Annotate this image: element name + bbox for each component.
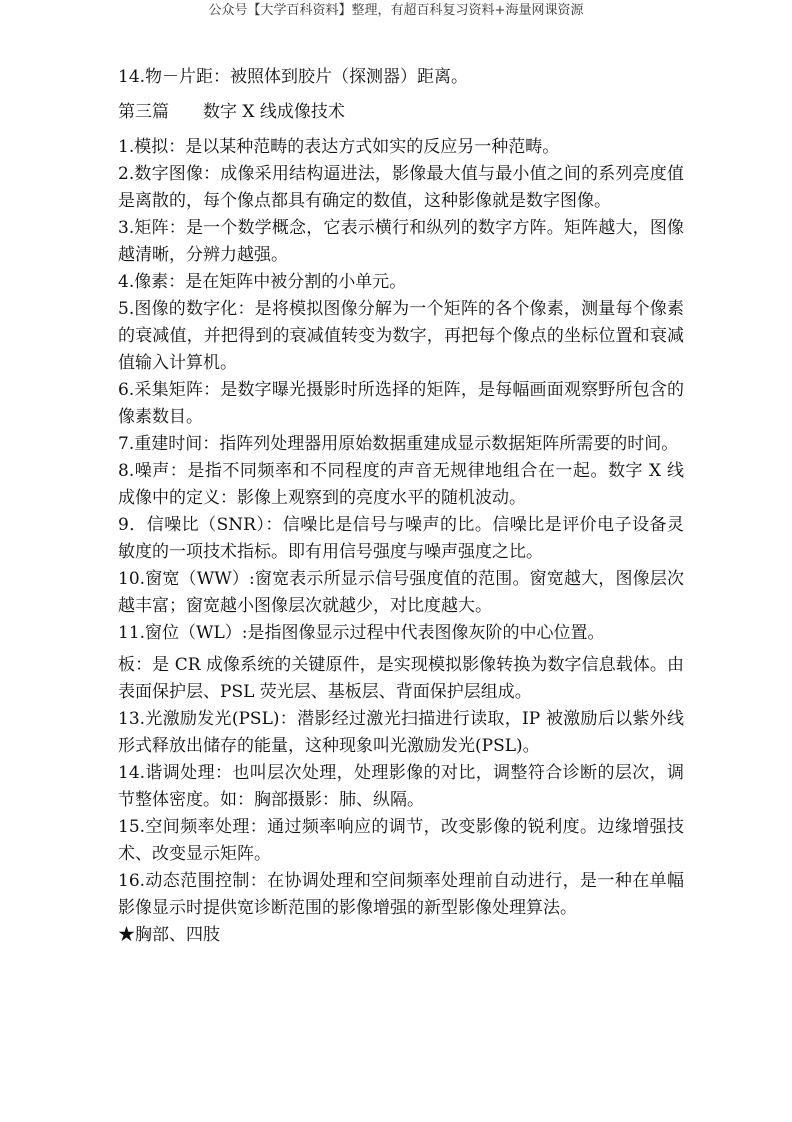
definition-10-window-width: 10.窗宽（WW）:窗宽表示所显示信号强度值的范围。窗宽越大，图像层次越丰富；窗宽越小图像层次就越少，对比度越大。 xyxy=(118,569,684,616)
definition-imaging-plate: 板：是 CR 成像系统的关键原件，是实现模拟影像转换为数字信息载体。由表面保护层、PSL 荧光层、基板层、背面保护层组成。 xyxy=(118,655,684,702)
definition-14-gradation-processing: 14.谐调处理：也叫层次处理，处理影像的对比，调整符合诊断的层次，调节整体密度。如：胸部摄影：肺、纵隔。 xyxy=(118,763,684,810)
page-header: 公众号【大学百科资料】整理，有超百科复习资料+海量网课资源 xyxy=(208,3,584,18)
definition-8-noise: 8.噪声：是指不同频率和不同程度的声音无规律地组合在一起。数字 X 线成像中的定义：影像上观察到的亮度水平的随机波动。 xyxy=(118,461,684,508)
definition-15-spatial-frequency: 15.空间频率处理：通过频率响应的调节，改变影像的锐利度。边缘增强技术、改变显示矩阵。 xyxy=(118,817,684,864)
document-body xyxy=(118,64,684,949)
definition-4-pixel: 4.像素：是在矩阵中被分割的小单元。 xyxy=(118,272,407,292)
definition-9-snr: 9．信噪比（SNR）：信噪比是信号与噪声的比。信噪比是评价电子设备灵敏度的一项技术指标。即有用信号强度与噪声强度之比。 xyxy=(118,515,684,562)
definition-7-reconstruction-time: 7.重建时间：指阵列处理器用原始数据重建成显示数据矩阵所需要的时间。 xyxy=(118,434,679,454)
star-note: ★胸部、四肢 xyxy=(118,925,220,945)
definition-6-acquisition-matrix: 6.采集矩阵：是数字曝光摄影时所选择的矩阵，是每幅画面观察野所包含的像素数目。 xyxy=(118,380,684,427)
definition-1-analog: 1.模拟：是以某种范畴的表达方式如实的反应另一种范畴。 xyxy=(118,137,560,157)
definition-14-object-film-distance: 14.物－片距：被照体到胶片（探测器）距离。 xyxy=(118,67,469,87)
definition-16-dynamic-range: 16.动态范围控制：在协调处理和空间频率处理前自动进行，是一种在单幅影像显示时提供宽诊断范围的影像增强的新型影像处理算法。 xyxy=(118,871,684,918)
definition-5-digitization: 5.图像的数字化：是将模拟图像分解为一个矩阵的各个像素，测量每个像素的衰减值，并把得到的衰减值转变为数字，再把每个像点的坐标位置和衰减值输入计算机。 xyxy=(118,299,684,373)
section-title: 第三篇 数字 X 线成像技术 xyxy=(118,102,345,122)
definition-2-digital-image: 2.数字图像：成像采用结构逼进法，影像最大值与最小值之间的系列亮度值是离散的，每个像点都具有确定的数值，这种影像就是数字图像。 xyxy=(118,164,684,211)
definition-3-matrix: 3.矩阵：是一个数学概念，它表示横行和纵列的数字方阵。矩阵越大，图像越清晰，分辨力越强。 xyxy=(118,218,684,265)
definition-11-window-level: 11.窗位（WL）:是指图像显示过程中代表图像灰阶的中心位置。 xyxy=(118,623,605,643)
definition-13-psl: 13.光激励发光(PSL)：潜影经过激光扫描进行读取，IP 被激励后以紫外线形式释放出储存的能量，这种现象叫光激励发光(PSL)。 xyxy=(118,709,684,756)
